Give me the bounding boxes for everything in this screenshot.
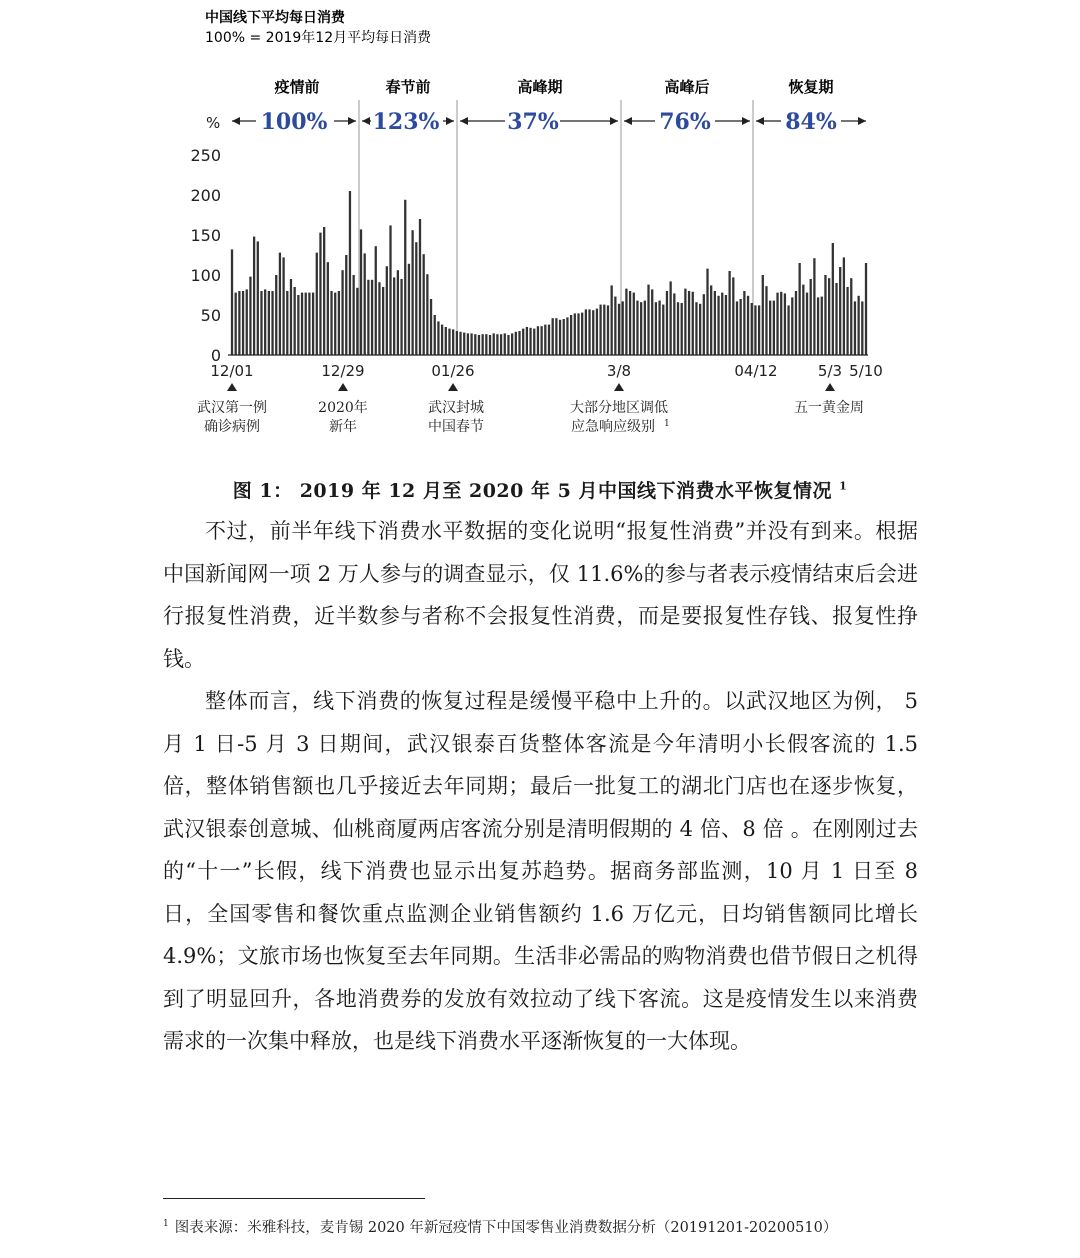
bar	[843, 257, 845, 355]
bar	[308, 293, 310, 355]
bar	[360, 229, 362, 355]
bar	[714, 291, 716, 355]
bar	[286, 291, 288, 355]
bar	[633, 293, 635, 355]
bar	[806, 293, 808, 355]
event-notes	[197, 399, 864, 435]
bar	[776, 293, 778, 355]
y-axis-ticks	[190, 146, 221, 365]
bar	[341, 270, 343, 355]
bar	[441, 325, 443, 355]
x-tick-label: 5/10	[849, 362, 883, 380]
bar	[736, 301, 738, 355]
bar	[552, 318, 554, 355]
phase-label-pre-spring-festival: 春节前	[385, 78, 431, 96]
figure-caption-footnote-ref: 1	[839, 479, 848, 493]
event-note: 新年	[329, 419, 357, 435]
bar	[371, 280, 373, 355]
y-tick-label: 100	[190, 266, 221, 285]
bar	[482, 334, 484, 355]
bar	[743, 291, 745, 355]
bar	[574, 313, 576, 355]
bar	[751, 303, 753, 355]
bar	[397, 270, 399, 355]
bar	[747, 296, 749, 355]
bar	[301, 293, 303, 355]
bar	[622, 301, 624, 355]
bar	[618, 304, 620, 355]
bar	[319, 233, 321, 355]
event-note: 大部分地区调低	[570, 400, 668, 416]
bar	[294, 287, 296, 355]
x-tick-label: 12/29	[321, 362, 365, 380]
bar	[400, 279, 402, 355]
bar	[692, 292, 694, 355]
bar	[603, 305, 605, 355]
bar	[275, 275, 277, 355]
bar	[813, 258, 815, 355]
bar	[559, 320, 561, 355]
bar	[353, 275, 355, 355]
bar	[861, 301, 863, 355]
bar	[832, 243, 834, 355]
bar	[699, 304, 701, 355]
bar	[799, 263, 801, 355]
bar	[640, 302, 642, 355]
bar	[452, 329, 454, 355]
event-marker-triangle-icon	[338, 383, 348, 391]
bar	[537, 326, 539, 355]
bar	[596, 309, 598, 355]
bar	[470, 333, 472, 355]
bar	[721, 293, 723, 355]
bar	[316, 253, 318, 355]
bar	[740, 299, 742, 355]
bar	[367, 280, 369, 355]
bar	[290, 279, 292, 355]
bar	[496, 334, 498, 355]
bar	[673, 293, 675, 355]
bar	[386, 266, 388, 355]
bars	[231, 191, 867, 355]
bar	[507, 335, 509, 355]
bar	[238, 291, 240, 355]
paragraph: 整体而言，线下消费的恢复过程是缓慢平稳中上升的。以武汉地区为例， 5 月 1 日-5 月 3 日期间，武汉银泰百货整体客流是今年清明小长假客流的 1.5 倍，整体销售额也几乎接近去年同期；最后一批复工的湖北门店也在逐步恢复，武汉银泰创意城、仙桃商厦两店客流分别是清明假期的 4 倍、8 倍 。在刚刚过去的“十一”长假，线下消费也显示出复苏趋势。据商务部监测，10 月 1 日至 8 日，全国零售和餐饮重点监测企业销售额约 1.6 万亿元，日均销售额同比增长 4.9%；文旅市场也恢复至去年同期。生活非必需品的购物消费也借节假日之机得到了明显回升，各地消费券的发放有效拉动了线下客流。这是疫情发生以来消费需求的一次集中释放，也是线下消费水平逐渐恢复的一大体现。	[163, 689, 918, 1053]
y-tick-label: 250	[190, 146, 221, 165]
bar	[426, 274, 428, 355]
bar	[758, 305, 760, 355]
footnote-number: 1	[163, 1219, 169, 1230]
bar	[478, 335, 480, 355]
bar	[647, 285, 649, 355]
bar	[529, 328, 531, 355]
bar	[555, 318, 557, 355]
phase-pct-post-peak: 76%	[659, 109, 711, 135]
bar	[411, 230, 413, 355]
bar	[356, 288, 358, 355]
bar	[636, 301, 638, 355]
bar	[419, 219, 421, 355]
bar	[522, 329, 524, 355]
bar	[345, 255, 347, 355]
bar	[688, 291, 690, 355]
event-marker-triangle-icon	[825, 383, 835, 391]
x-tick-label: 12/01	[210, 362, 254, 380]
bar	[260, 291, 262, 355]
bar	[725, 295, 727, 355]
bar	[577, 313, 579, 355]
bar	[695, 302, 697, 355]
consumption-chart	[0, 0, 1080, 470]
bar	[592, 310, 594, 355]
bar	[570, 315, 572, 355]
bar	[268, 291, 270, 355]
phase-pct-peak: 37%	[507, 109, 559, 135]
phase-label-post-peak: 高峰后	[664, 78, 710, 96]
bar	[795, 291, 797, 355]
bar	[338, 291, 340, 355]
bar	[257, 241, 259, 355]
bar	[585, 309, 587, 355]
bar	[434, 315, 436, 355]
bar	[515, 332, 517, 355]
bar	[459, 332, 461, 355]
bar	[566, 317, 568, 355]
bar	[662, 305, 664, 355]
bar	[445, 327, 447, 355]
bar	[658, 301, 660, 355]
bar	[810, 279, 812, 355]
figure-caption-text: 图 1： 2019 年 12 月至 2020 年 5 月中国线下消费水平恢复情况	[232, 480, 832, 502]
bar	[253, 237, 255, 355]
event-marker-triangle-icon	[448, 383, 458, 391]
bar	[404, 200, 406, 355]
bar	[511, 333, 513, 355]
bar	[784, 293, 786, 355]
bar	[467, 333, 469, 355]
phase-labels	[273, 78, 833, 96]
bar	[382, 287, 384, 355]
chart-title: 中国线下平均每日消费	[205, 10, 345, 26]
bar	[677, 302, 679, 355]
bar	[548, 325, 550, 355]
y-tick-label: 200	[190, 186, 221, 205]
bar	[544, 325, 546, 355]
y-tick-label: 0	[210, 346, 221, 365]
bar	[540, 326, 542, 355]
bar	[437, 321, 439, 355]
bar	[666, 291, 668, 355]
event-note: 五一黄金周	[794, 400, 864, 416]
bar	[754, 305, 756, 355]
phase-pct-pre-spring-festival: 123%	[372, 109, 440, 135]
bar	[456, 331, 458, 355]
bar	[271, 291, 273, 355]
bar	[644, 301, 646, 355]
paragraph: 不过，前半年线下消费水平数据的变化说明“报复性消费”并没有到来。根据中国新闻网一项 2 万人参与的调查显示，仅 11.6%的参与者表示疫情结束后会进行报复性消费，近半数参与者称不会报复性消费，而是要报复性存钱、报复性挣钱。	[163, 519, 918, 671]
footnote	[163, 1216, 837, 1237]
bar	[489, 335, 491, 355]
bar	[846, 287, 848, 355]
y-tick-label: 50	[200, 306, 221, 325]
bar	[312, 293, 314, 355]
bar	[706, 269, 708, 355]
bar	[588, 309, 590, 355]
phase-label-recovery: 恢复期	[788, 78, 834, 96]
bar	[282, 257, 284, 355]
bar	[393, 277, 395, 355]
bar	[581, 313, 583, 355]
bar	[817, 297, 819, 355]
bar	[249, 277, 251, 355]
bar	[732, 277, 734, 355]
bar	[485, 334, 487, 355]
bar	[493, 333, 495, 355]
x-tick-label: 3/8	[606, 362, 632, 380]
bar	[423, 254, 425, 355]
phase-pct-recovery: 84%	[785, 109, 837, 135]
bar	[297, 295, 299, 355]
bar	[791, 297, 793, 355]
bar	[614, 297, 616, 355]
figure-caption	[0, 476, 1080, 503]
bar	[854, 301, 856, 355]
bar	[327, 262, 329, 355]
bar	[430, 299, 432, 355]
footnote-text: 图表来源：米雅科技，麦肯锡 2020 年新冠疫情下中国零售业消费数据分析（20191201-20200510）	[174, 1220, 838, 1236]
event-marker-triangle-icon	[227, 383, 237, 391]
bar	[655, 302, 657, 355]
event-marker-triangle-icon	[614, 383, 624, 391]
bar	[279, 253, 281, 355]
bar	[378, 282, 380, 355]
bar	[839, 267, 841, 355]
bar	[305, 293, 307, 355]
bar	[835, 283, 837, 355]
event-note: 中国春节	[428, 419, 484, 435]
event-markers	[227, 383, 835, 391]
bar	[408, 264, 410, 355]
bar	[769, 301, 771, 355]
bar	[533, 329, 535, 355]
event-note-sup: 1	[664, 419, 670, 429]
bar	[717, 296, 719, 355]
bar	[651, 289, 653, 355]
bar	[334, 293, 336, 355]
bar	[375, 246, 377, 355]
phase-dividers	[359, 100, 753, 355]
bar	[323, 227, 325, 355]
event-note: 武汉第一例	[197, 400, 267, 416]
bar	[629, 291, 631, 355]
bar	[448, 329, 450, 355]
phase-pct-pre-epidemic: 100%	[260, 109, 328, 135]
bar	[865, 263, 867, 355]
bar	[607, 305, 609, 355]
bar	[349, 191, 351, 355]
bar	[762, 275, 764, 355]
chart-subtitle: 100% = 2019年12月平均每日消费	[205, 30, 432, 46]
y-unit-label: %	[206, 114, 221, 132]
bar	[828, 278, 830, 355]
bar	[802, 285, 804, 355]
bar	[625, 289, 627, 355]
bar	[787, 305, 789, 355]
bar	[518, 331, 520, 355]
event-note: 应急响应级别	[571, 419, 655, 435]
bar	[611, 285, 613, 355]
bar	[415, 242, 417, 355]
bar	[850, 278, 852, 355]
bar	[242, 291, 244, 355]
bar	[681, 303, 683, 355]
x-tick-label: 01/26	[431, 362, 475, 380]
event-note: 2020年	[318, 400, 368, 416]
x-tick-label: 5/3	[817, 362, 843, 380]
bar	[728, 271, 730, 355]
phase-label-peak: 高峰期	[517, 78, 563, 96]
x-axis-labels	[210, 362, 882, 380]
bar	[500, 334, 502, 355]
bar	[765, 286, 767, 355]
bar	[670, 281, 672, 355]
bar	[526, 327, 528, 355]
bar	[599, 305, 601, 355]
bar	[780, 292, 782, 355]
bar	[504, 333, 506, 355]
bar	[264, 289, 266, 355]
y-tick-label: 150	[190, 226, 221, 245]
bar	[231, 249, 233, 355]
bar	[857, 296, 859, 355]
event-note: 武汉封城	[428, 400, 484, 416]
bar	[703, 294, 705, 355]
bar	[246, 289, 248, 355]
bar	[773, 301, 775, 355]
bar	[389, 225, 391, 355]
bar	[710, 285, 712, 355]
bar	[330, 291, 332, 355]
bar	[824, 275, 826, 355]
bar	[474, 334, 476, 355]
bar	[463, 333, 465, 355]
bar	[235, 293, 237, 355]
bar	[364, 253, 366, 355]
event-note: 确诊病例	[204, 419, 260, 435]
footnote-divider	[163, 1198, 425, 1199]
x-tick-label: 04/12	[734, 362, 778, 380]
phase-label-pre-epidemic: 疫情前	[274, 78, 320, 96]
bar	[821, 297, 823, 355]
bar	[563, 319, 565, 355]
body-text	[163, 510, 918, 1063]
bar	[684, 289, 686, 355]
